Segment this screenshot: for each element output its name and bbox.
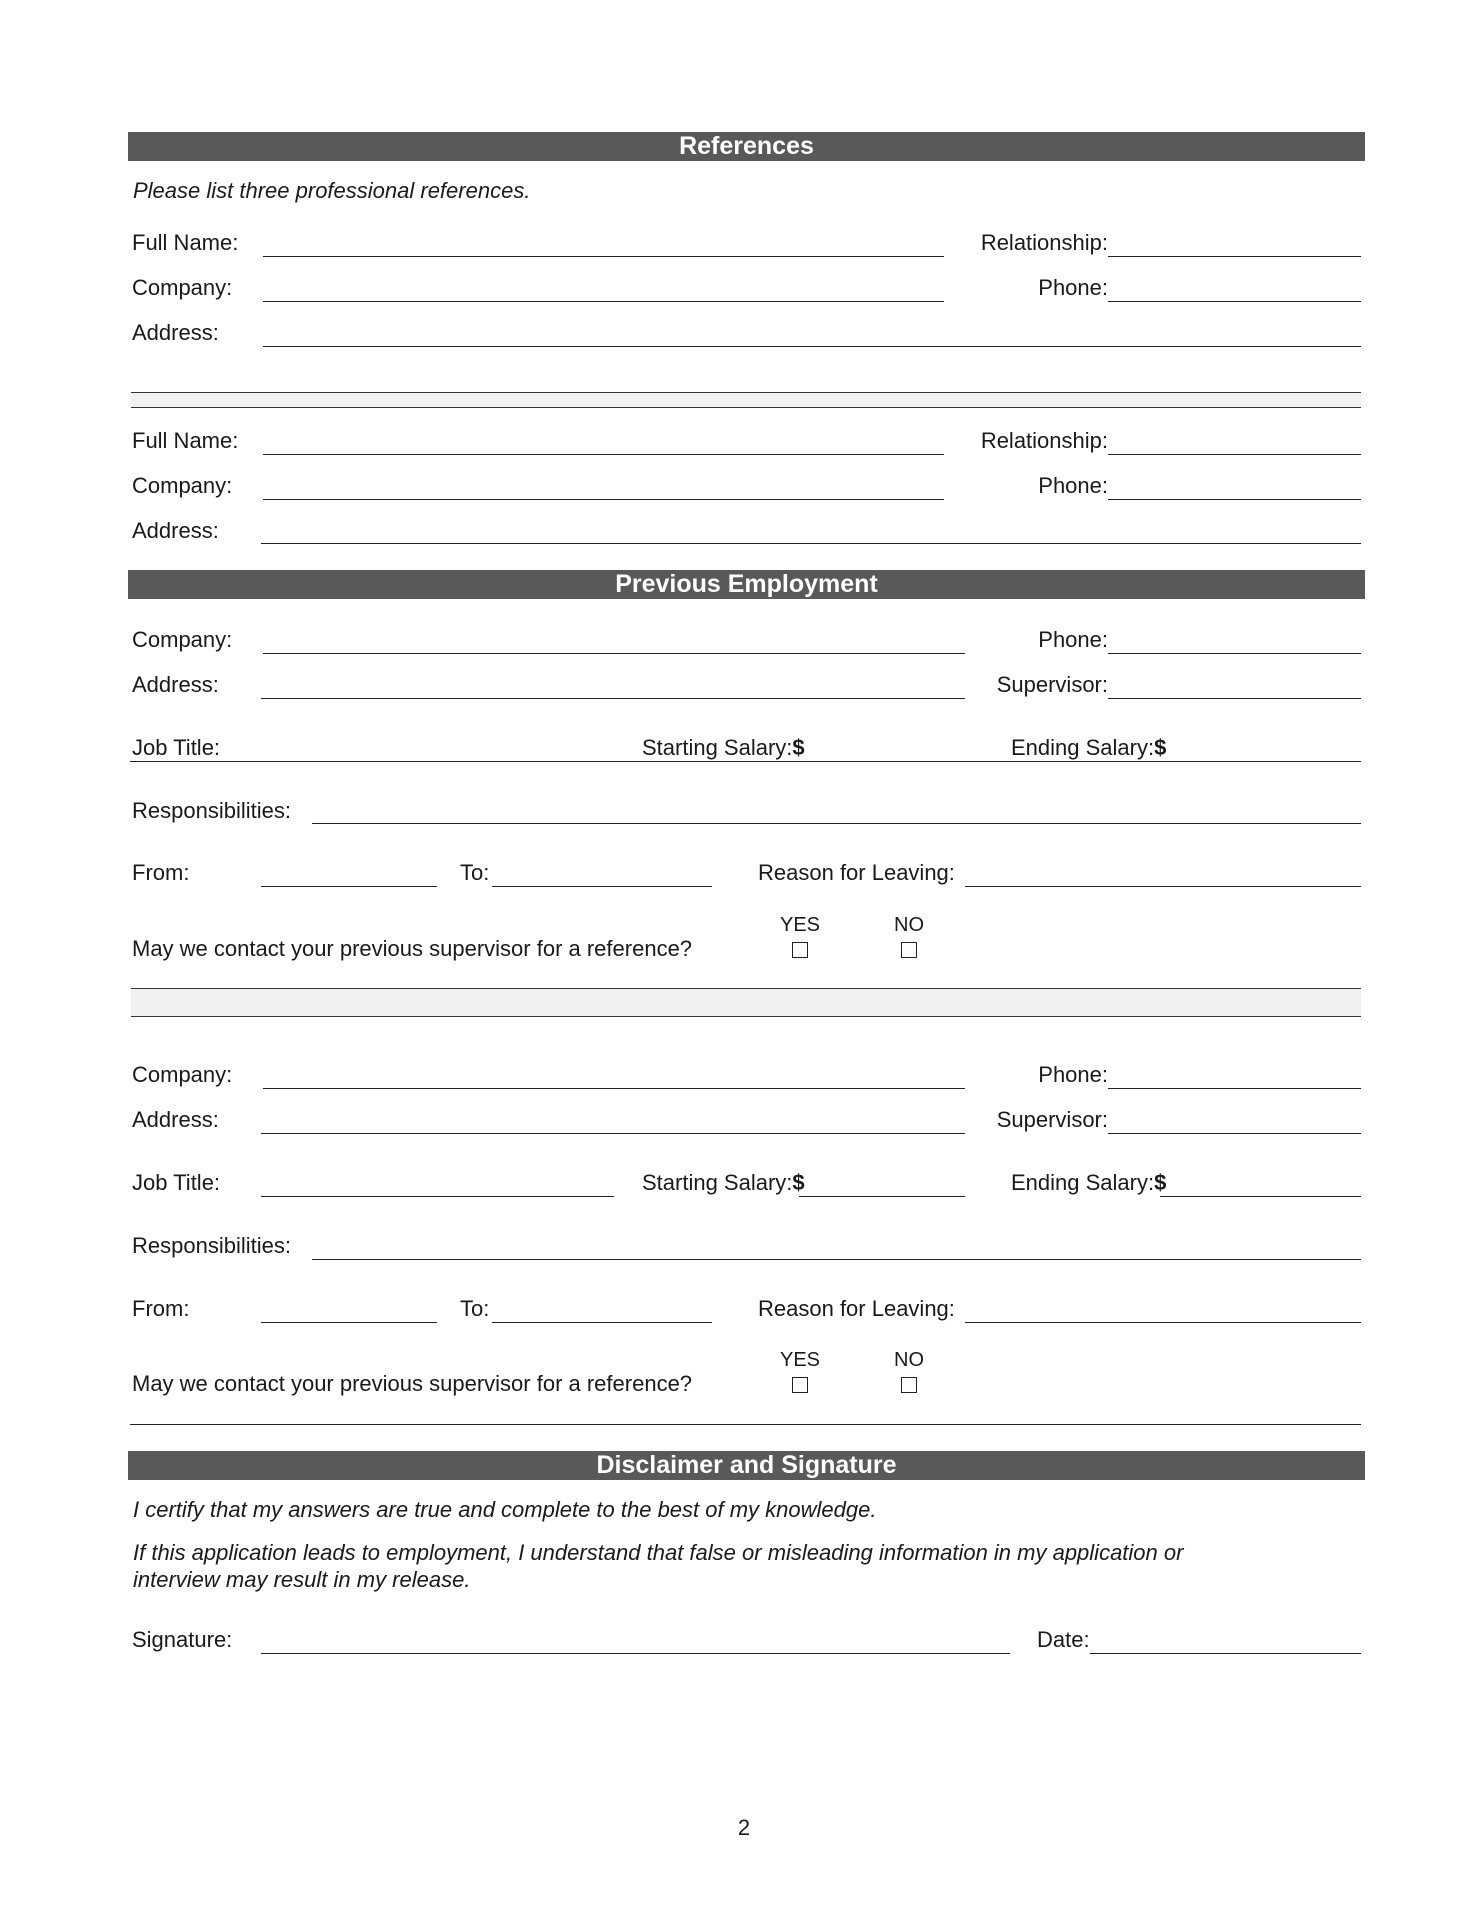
emp1-yes-checkbox[interactable]: [792, 942, 808, 958]
emp1-supervisor-field[interactable]: [1108, 698, 1361, 699]
emp2-responsibilities-label: Responsibilities:: [132, 1233, 291, 1258]
emp1-ending-salary-label: Ending Salary:$: [1011, 735, 1167, 760]
disclaimer-release-text-line1: If this application leads to employment, I understand that false or misleading information in my application or: [133, 1540, 1184, 1565]
emp2-ending-salary-field[interactable]: [1160, 1196, 1361, 1197]
emp2-supervisor-label: Supervisor:: [996, 1107, 1108, 1132]
ref1-company-label: Company:: [132, 275, 233, 300]
employment-separator: [131, 988, 1361, 1017]
emp2-company-label: Company:: [132, 1062, 233, 1087]
ref2-phone-label: Phone:: [1038, 473, 1108, 498]
emp1-supervisor-label: Supervisor:: [996, 672, 1108, 697]
emp2-address-label: Address:: [132, 1107, 219, 1132]
ref1-address-field[interactable]: [263, 346, 1361, 347]
ref2-full-name-field[interactable]: [263, 454, 944, 455]
emp1-company-field[interactable]: [263, 653, 965, 654]
emp1-phone-label: Phone:: [1038, 627, 1108, 652]
emp1-job-title-salary-field[interactable]: [130, 761, 1361, 762]
emp1-from-label: From:: [132, 860, 190, 885]
ref1-relationship-label: Relationship:: [980, 230, 1108, 255]
ref1-full-name-label: Full Name:: [132, 230, 239, 255]
emp2-yes-checkbox[interactable]: [792, 1377, 808, 1393]
emp2-contact-question: May we contact your previous supervisor for a reference?: [132, 1371, 693, 1396]
emp2-no-label: NO: [894, 1349, 924, 1371]
ref2-full-name-label: Full Name:: [132, 428, 239, 453]
ref1-company-field[interactable]: [263, 301, 944, 302]
ref1-relationship-field[interactable]: [1108, 256, 1361, 257]
emp1-starting-salary-currency: $: [792, 735, 805, 760]
emp1-from-field[interactable]: [261, 886, 437, 887]
disclaimer-section-header: Disclaimer and Signature: [128, 1451, 1365, 1480]
emp1-phone-field[interactable]: [1108, 653, 1361, 654]
emp2-company-field[interactable]: [263, 1088, 965, 1089]
emp1-reason-field[interactable]: [965, 886, 1361, 887]
emp1-no-label: NO: [894, 914, 924, 936]
emp2-yes-label: YES: [779, 1349, 821, 1371]
emp1-starting-salary-label: Starting Salary:$: [642, 735, 805, 760]
emp2-supervisor-field[interactable]: [1108, 1133, 1361, 1134]
disclaimer-release-text-line2: interview may result in my release.: [133, 1567, 471, 1592]
reference-separator: [131, 392, 1361, 408]
emp2-responsibilities-field[interactable]: [312, 1259, 1361, 1260]
emp2-from-field[interactable]: [261, 1322, 437, 1323]
emp2-ending-salary-label: Ending Salary:$: [1011, 1170, 1167, 1195]
emp2-reason-field[interactable]: [965, 1322, 1361, 1323]
ref2-address-label: Address:: [132, 518, 219, 543]
ref2-address-field[interactable]: [261, 543, 1361, 544]
emp2-starting-salary-label: Starting Salary:$: [642, 1170, 805, 1195]
emp1-company-label: Company:: [132, 627, 233, 652]
ref2-phone-field[interactable]: [1108, 499, 1361, 500]
emp2-reason-label: Reason for Leaving:: [758, 1296, 955, 1321]
references-instruction: Please list three professional references.: [133, 178, 531, 203]
emp2-starting-salary-currency: $: [792, 1170, 805, 1195]
emp2-ending-salary-currency: $: [1154, 1170, 1167, 1195]
emp1-to-label: To:: [460, 860, 490, 885]
emp1-yes-label: YES: [779, 914, 821, 936]
employment-end-divider: [130, 1424, 1361, 1425]
emp2-phone-label: Phone:: [1038, 1062, 1108, 1087]
emp1-ending-salary-currency: $: [1154, 735, 1167, 760]
emp1-contact-question: May we contact your previous supervisor for a reference?: [132, 936, 693, 961]
emp2-job-title-field[interactable]: [261, 1196, 614, 1197]
disclaimer-certify-text: I certify that my answers are true and complete to the best of my knowledge.: [133, 1497, 877, 1522]
page-number: 2: [737, 1815, 751, 1840]
emp2-starting-salary-field[interactable]: [799, 1196, 965, 1197]
emp1-address-label: Address:: [132, 672, 219, 697]
date-field[interactable]: [1090, 1653, 1361, 1654]
emp2-phone-field[interactable]: [1108, 1088, 1361, 1089]
emp2-job-title-label: Job Title:: [132, 1170, 221, 1195]
emp1-reason-label: Reason for Leaving:: [758, 860, 955, 885]
ref1-phone-label: Phone:: [1038, 275, 1108, 300]
ref2-relationship-label: Relationship:: [980, 428, 1108, 453]
emp2-no-checkbox[interactable]: [901, 1377, 917, 1393]
emp1-responsibilities-label: Responsibilities:: [132, 798, 291, 823]
references-section-header: References: [128, 132, 1365, 161]
emp1-to-field[interactable]: [492, 886, 712, 887]
emp2-address-field[interactable]: [261, 1133, 965, 1134]
ref2-company-label: Company:: [132, 473, 233, 498]
previous-employment-section-header: Previous Employment: [128, 570, 1365, 599]
ref1-full-name-field[interactable]: [263, 256, 944, 257]
emp2-to-label: To:: [460, 1296, 490, 1321]
emp1-responsibilities-field[interactable]: [312, 823, 1361, 824]
emp1-address-field[interactable]: [261, 698, 965, 699]
emp1-no-checkbox[interactable]: [901, 942, 917, 958]
date-label: Date:: [1037, 1627, 1090, 1652]
signature-field[interactable]: [261, 1653, 1010, 1654]
emp1-job-title-label: Job Title:: [132, 735, 221, 760]
ref1-address-label: Address:: [132, 320, 219, 345]
ref2-relationship-field[interactable]: [1108, 454, 1361, 455]
ref2-company-field[interactable]: [263, 499, 944, 500]
emp2-to-field[interactable]: [492, 1322, 712, 1323]
signature-label: Signature:: [132, 1627, 233, 1652]
emp2-from-label: From:: [132, 1296, 190, 1321]
ref1-phone-field[interactable]: [1108, 301, 1361, 302]
